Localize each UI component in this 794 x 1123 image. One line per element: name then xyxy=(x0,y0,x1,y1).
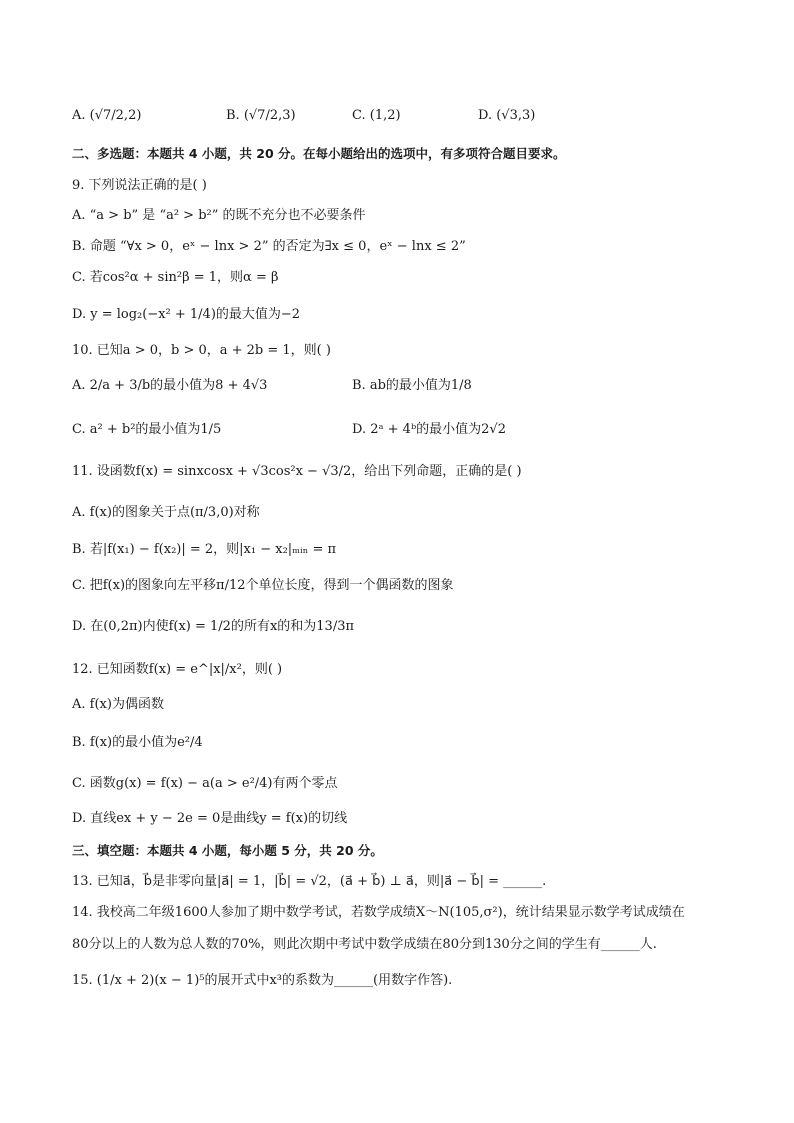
q10-option-a: A. 2/a + 3/b的最小值为8 + 4√3 xyxy=(72,378,268,393)
q11-option-a: A. f(x)的图象关于点(π/3,0)对称 xyxy=(72,505,260,520)
q15-stem: 15. (1/x + 2)(x − 1)⁵的展开式中x³的系数为______(用数字作答). xyxy=(72,973,453,988)
section-fill-in-heading: 三、填空题：本题共 4 小题，每小题 5 分，共 20 分。 xyxy=(72,843,383,858)
q9-option-c: C. 若cos²α + sin²β = 1，则α = β xyxy=(72,270,279,285)
q10-option-b: B. ab的最小值为1/8 xyxy=(352,378,472,393)
q11-option-b: B. 若|f(x₁) − f(x₂)| = 2，则|x₁ − x₂|ₘᵢₙ = π xyxy=(72,542,337,557)
section-multiple-choice-heading: 二、多选题：本题共 4 小题，共 20 分。在每小题给出的选项中，有多项符合题目要求。 xyxy=(72,146,566,161)
q8-option-c: C. (1,2) xyxy=(352,108,401,123)
q12-stem: 12. 已知函数f(x) = e^|x|/x²，则( ) xyxy=(72,662,283,677)
q11-option-c: C. 把f(x)的图象向左平移π/12个单位长度，得到一个偶函数的图象 xyxy=(72,578,454,593)
q10-option-c: C. a² + b²的最小值为1/5 xyxy=(72,422,222,437)
q14-line-2: 80分以上的人数为总人数的70%，则此次期中考试中数学成绩在80分到130分之间的学生有______人. xyxy=(72,937,657,952)
q12-option-a: A. f(x)为偶函数 xyxy=(72,697,164,712)
q14-line-1: 14. 我校高二年级1600人参加了期中数学考试，若数学成绩X～N(105,σ²)，统计结果显示数学考试成绩在 xyxy=(72,905,685,920)
q10-option-d: D. 2ᵃ + 4ᵇ的最小值为2√2 xyxy=(352,422,506,437)
q9-stem: 9. 下列说法正确的是( ) xyxy=(72,178,207,193)
q11-option-d: D. 在(0,2π)内使f(x) = 1/2的所有x的和为13/3π xyxy=(72,619,355,634)
q8-option-d: D. (√3,3) xyxy=(478,108,536,123)
q9-option-b: B. 命题 “∀x > 0，eˣ − lnx > 2” 的否定为∃x ≤ 0，eˣ − lnx ≤ 2” xyxy=(72,239,466,254)
q12-option-c: C. 函数g(x) = f(x) − a(a > e²/4)有两个零点 xyxy=(72,776,338,791)
q9-option-a: A. “a > b” 是 “a² > b²” 的既不充分也不必要条件 xyxy=(72,208,366,223)
q8-option-a: A. (√7/2,2) xyxy=(72,108,142,123)
q8-option-b: B. (√7/2,3) xyxy=(226,108,296,123)
q11-stem: 11. 设函数f(x) = sinxcosx + √3cos²x − √3/2，给出下列命题，正确的是( ) xyxy=(72,464,522,479)
q12-option-b: B. f(x)的最小值为e²/4 xyxy=(72,735,203,750)
q13-stem: 13. 已知a⃗，b⃗是非零向量|a⃗| = 1，|b⃗| = √2，(a⃗ + b⃗) ⊥ a⃗，则|a⃗ − b⃗| = ______. xyxy=(72,874,547,889)
q12-option-d: D. 直线ex + y − 2e = 0是曲线y = f(x)的切线 xyxy=(72,811,348,826)
q10-stem: 10. 已知a > 0，b > 0，a + 2b = 1，则( ) xyxy=(72,343,331,358)
q9-option-d: D. y = log₂(−x² + 1/4)的最大值为−2 xyxy=(72,307,301,322)
